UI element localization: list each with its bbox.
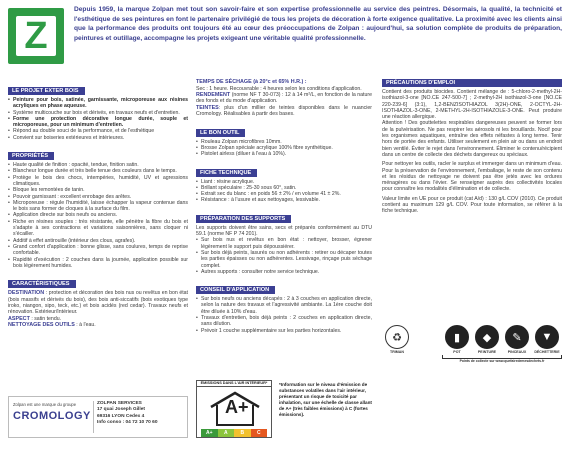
dechetterie-picto: ▼ DÉCHETTERIE [532,325,562,355]
scale-a: A [218,429,235,437]
list-item: • Autres supports : consulter notre service technique. [196,269,372,275]
intro-text: Depuis 1959, la marque Zolpan met tout son savoir-faire et son expertise professionnelle au service des peintres. Désormais, la qualité, la technicité et l'esthétique de ses peintures en font le partenaire privilégié de tous les projets de décoration à forte exigence qualitative. La proximité avec les clients ainsi que la performance des produits ont toujours été au cœur des préoccupations de Zolpan : aujourd'hui, sa solution complète de produits de préparation, peintures et outillage, accompagne les projets exigeant une véritable qualité professionnelle. [74,6,562,42]
nettoyage-text: NETTOYAGE DES OUTILS : à l'eau. [8,322,96,329]
list-item: • Additif à effet antirouille (intérieur des clous, agrafes). [8,238,188,244]
section-band-proprietes: PROPRIÉTÉS [8,152,54,160]
emissions-scale [201,429,267,437]
company-name: ZOLPAN SERVICES [97,401,142,406]
list-item: • Protège le bois des chocs, intempéries, humidité, UV et agressions climatiques. [8,175,188,188]
scale-a-plus: A+ [201,429,218,437]
precautions-p1: Contient des produits biocides. Contient mélange de : 5-chloro-2-methyl-2H-isothiazol-3-one [NO.CE 247-500-7] ; 2-methyl-2H isothiazol-3-one [NO.CE 220-239-6] (3:1), 1,2-BENZISOTHIAZOL 3(2H)-ONE, 2-OCTYL-2H-ISOTHIAZOL-3-ONE, 2-METHYL-2H-ISOTHIAZOLE-3-ONE. Peut produire une réaction allergique. [382,89,562,121]
company-street: 17 quai Joseph Gillet [97,407,145,413]
peinture-picto: ◆ PEINTURE [472,325,502,355]
list-item: • Rouleau Zolpan microfibres 10mm. [196,139,372,145]
list-item: • Microporeuse : régule l'humidité, laisse échapper la vapeur contenue dans le bois sans former de cloques à la surface du film. [8,200,188,213]
section-band-fiche-technique: FICHE TECHNIQUE [196,169,257,177]
sechage-text: Sec : 1 heure. Recouvrable : 4 heures selon les conditions d'application. [196,85,362,92]
section-band-caracteristiques: CARACTÉRISTIQUES [8,280,76,288]
triman-picto: ♻ TRIMAN [382,325,412,355]
destination-label: DESTINATION [8,290,45,297]
section-band-preparation: PRÉPARATION DES SUPPORTS [196,215,291,223]
recycling-pictograms [382,325,562,375]
peinture-icon: ◆ [475,325,499,349]
triman-icon: ♻ [385,325,409,349]
header [0,0,569,78]
emissions-label [196,380,272,438]
precautions-p4: Valeur limite en UE pour ce produit (cat A/d) : 130 g/L COV (2010). Ce produit contient au maximum 129 g/L COV. Pour toute information, se référer à la fiche technique. [382,195,562,215]
pot-picto: ▮ POT [442,325,472,355]
list-item: • Riche en résines souples : très résistante, elle pénètre la fibre du bois et s'adapte à ses contractions et variations saisonnières, sans cloquer ni s'écailler. [8,219,188,238]
preparation-text: Les supports doivent être sains, secs et préparés conformément au DTU 59.1 (norme NF P 74 201). [196,224,372,238]
emissions-note: *Information sur le niveau d'émission de substances volatiles dans l'air intérieur, présentant un risque de toxicité par inhalation, sur une échelle de classe allant de A+ (très faibles émissions) à C (fortes émissions). [279,382,372,417]
list-item: • Prévoir 1 couche supplémentaire sur les parties horizontales. [196,328,372,334]
projet-list [8,97,188,141]
logo-letter: Z [24,15,48,57]
scale-b: B [234,429,251,437]
rendement-label: RENDEMENT [196,91,231,98]
fiche-list [196,179,372,204]
column-left [8,79,188,329]
list-item: • Brillant spéculaire : 25-30 sous 60°, satin. [196,185,372,191]
list-item: • Sur bois déjà peints, lasurés ou non adhérents : retirer ou décaper toutes les parties épaisses ou non adhérentes. Lessivage, rinçage puis séchage complet. [196,250,372,269]
brush-icon: ✎ [505,325,529,349]
teintes-text: TEINTES: plus d'un millier de teintes disponibles dans le nuancier Cromology. Réalisables à partir des bases. [196,104,372,118]
conseil-list [196,296,372,334]
list-item: • Brosse Zolpan spéciale acrylique 100% fibre synthétique. [196,145,372,151]
cromology-logo: CROMOLOGY [13,410,91,422]
precautions-p2: Attention ! Des gouttelettes respirables dangereuses peuvent se former lors de la pulvérisation. Ne pas respirer les aérosols ni les brouillards. Nocif pour les organismes aquatiques, entraîne des effets néfastes à long terme. Tenir hors de portée des enfants. Utiliser seulement en plein air ou dans un endroit bien ventilé. Éviter le rejet dans l'environnement. Éliminer le contenu/récipient dans un centre de collecte des déchets dangereux ou spéciaux. [382,120,562,158]
list-item: • Forme une protection décorative longue durée, souple et microporeuse, pour un minimum d'entretien. [8,116,188,129]
outil-list [196,139,372,158]
company-city: 69316 LYON Cedex 4 [97,413,145,419]
section-band-outil: LE BON OUTIL [196,129,245,137]
section-band-precautions: PRÉCAUTIONS D'EMPLOI [382,79,562,87]
pinceaux-picto: ✎ PINCEAUX [502,325,532,355]
list-item: • Liant : résine acrylique. [196,179,372,185]
aspect-label: ASPECT [8,315,30,322]
column-right [382,79,562,215]
list-item: • Haute qualité de finition : opacité, tendue, finition satin. [8,162,188,168]
pictogram-note: Points de collecte sur www.quefairedemesdechets.fr [459,359,545,363]
list-item: • Pouvoir garnissant : excellent enrobage des arêtes. [8,194,188,200]
zolpan-logo [8,8,64,64]
company-phone: Info conso : 04 72 10 70 60 [97,420,158,426]
list-item: • Extrait sec du blanc : en poids 56 ± 2% / en volume 41 ± 2%. [196,191,372,197]
list-item: • Blancheur longue durée et très belle tenue des couleurs dans le temps. [8,168,188,174]
sechage-title: TEMPS DE SÉCHAGE (à 20°c et 65% H.R.) : [196,79,307,85]
list-item: • Rapidité d'exécution : 2 couches dans la journée, application possible sur bois légèrement humides. [8,257,188,270]
group-note: Zolpan est une marque du groupe [13,402,77,407]
list-item: • Grand confort d'application : bonne glisse, sans coulures, temps de reprise confortable. [8,244,188,257]
emissions-title: ÉMISSIONS DANS L'AIR INTÉRIEUR* [197,381,271,387]
list-item: • Sur bois nus et revêtus en bon état : nettoyer, brosser, égrener légèrement le support puis dépoussiérer. [196,237,372,250]
list-item: • Pistolet airless (diluer à l'eau à 10%). [196,151,372,157]
list-item: • Résistance : à l'usure et aux nettoyages, lessivable. [196,197,372,203]
rendement-text: RENDEMENT (norme NF T 30-073) : 12 à 14 m²/L, en fonction de la nature des fonds et du mode d'application. [196,91,372,105]
precautions-p3: Pour nettoyer les outils, racler le surplus et immerger dans un minimum d'eau. Pour la préservation de l'environnement, l'emballage, le reste de son contenu et les résidus de nettoyage ne doivent pas être jetés avec les ordures ménagères ou dans l'évier. Se renseigner auprès des collectivités locales pour connaître les modalités d'élimination et de collecte. [382,161,562,193]
column-middle [196,79,372,334]
list-item: • Bloque les remontées de tanin. [8,187,188,193]
pot-icon: ▮ [445,325,469,349]
preparation-list [196,237,372,275]
nettoyage-label: NETTOYAGE DES OUTILS [8,322,75,329]
list-item: • Convient sur boiseries extérieures et intérieures. [8,135,188,141]
proprietes-list [8,162,188,269]
list-item: • Répond au double souci de la performance, et de l'esthétique [8,128,188,134]
list-item: • Application directe sur bois neufs ou anciens. [8,212,188,218]
section-band-conseil: CONSEIL D'APPLICATION [196,286,275,294]
list-item: • Travaux d'entretien, bois déjà peints : 2 couches en application directe, sans dilution. [196,315,372,328]
divider [93,401,94,433]
scale-c: C [251,429,268,437]
teintes-label: TEINTES [196,104,219,111]
bin-icon: ▼ [535,325,559,349]
emissions-grade: A+ [225,397,249,417]
company-footer [8,396,188,438]
destination-text: DESTINATION : protection et décoration des bois nus ou revêtus en bon état (bois massifs et dérivés du bois), des bois anti-siccatifs (bois exotiques type iroko, niangon, sipo, teck, etc.) et bois acidés (red cedar). Travaux neufs et rénovation. Extérieur/Intérieur. [8,290,188,316]
list-item: • Système multicouche sur bois et dérivés, en travaux neufs et d'entretien. [8,110,188,116]
section-band-projet: LE PROJET EXTER BOIS [8,87,85,95]
list-item: • Sur bois neufs ou anciens décapés : 2 à 3 couches en application directe, selon la nature des travaux et l'agressivité ambiante. La 1ère couche doit être diluée à 10% d'eau. [196,296,372,315]
aspect-text: ASPECT : satin tendu. [8,315,62,322]
list-item: • Peinture pour bois, satinée, garnissante, microporeuse aux résines acryliques en phase aqueuse. [8,97,188,110]
